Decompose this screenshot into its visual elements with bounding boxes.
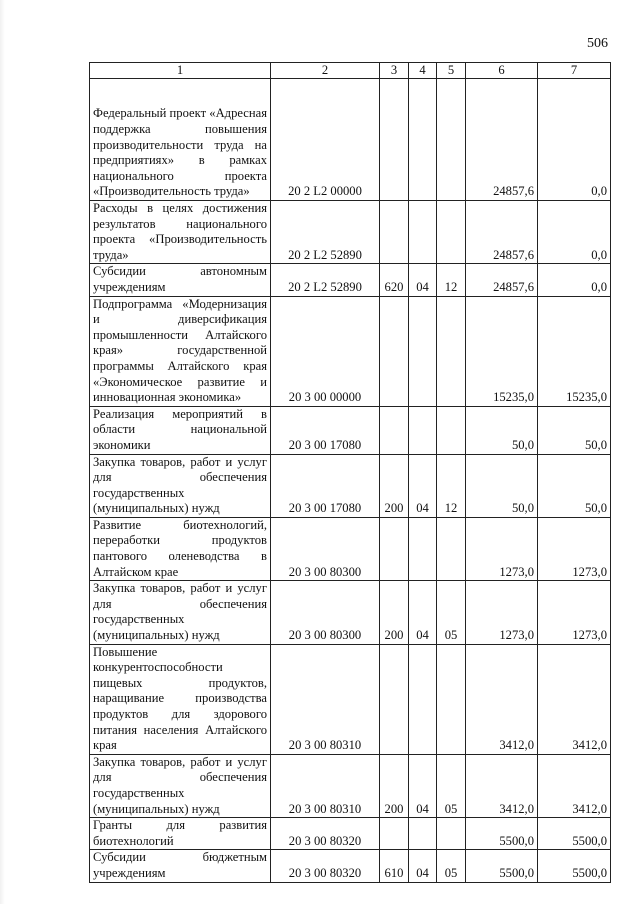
row-name: Субсидии бюджетным учреждениям [90, 850, 271, 882]
row-vr [380, 517, 409, 580]
row-rz: 04 [409, 754, 437, 817]
header-col-5: 5 [437, 63, 466, 79]
header-col-2: 2 [271, 63, 380, 79]
scan-edge [0, 0, 5, 904]
row-rz: 04 [409, 454, 437, 517]
row-rz [409, 296, 437, 406]
table-row [90, 201, 611, 264]
row-vr: 620 [380, 264, 409, 296]
row-rz: 04 [409, 264, 437, 296]
row-pr [437, 517, 466, 580]
row-pr [437, 818, 466, 850]
row-sum-1: 24857,6 [466, 201, 538, 264]
row-pr: 12 [437, 264, 466, 296]
table-row [90, 644, 611, 754]
row-vr [380, 296, 409, 406]
row-code: 20 3 00 80300 [271, 581, 380, 644]
row-code: 20 3 00 80320 [271, 850, 380, 882]
row-name: Гранты для развития биотехнологий [90, 818, 271, 850]
row-code: 20 3 00 80310 [271, 754, 380, 817]
row-code: 20 3 00 80300 [271, 517, 380, 580]
row-sum-2: 1273,0 [538, 517, 611, 580]
row-sum-1: 24857,6 [466, 79, 538, 201]
row-name: Закупка товаров, работ и услуг для обеспечения государственных (муниципальных) нужд [90, 754, 271, 817]
row-vr [380, 79, 409, 201]
row-sum-2: 5500,0 [538, 818, 611, 850]
row-sum-2: 0,0 [538, 79, 611, 201]
row-sum-2: 0,0 [538, 264, 611, 296]
row-sum-1: 50,0 [466, 406, 538, 454]
row-sum-1: 1273,0 [466, 581, 538, 644]
row-sum-1: 24857,6 [466, 264, 538, 296]
row-sum-1: 5500,0 [466, 818, 538, 850]
row-vr [380, 644, 409, 754]
row-vr: 200 [380, 454, 409, 517]
row-sum-2: 50,0 [538, 454, 611, 517]
table-row [90, 406, 611, 454]
table-row [90, 264, 611, 296]
row-sum-1: 3412,0 [466, 754, 538, 817]
row-rz [409, 517, 437, 580]
row-sum-1: 5500,0 [466, 850, 538, 882]
row-vr [380, 406, 409, 454]
row-name: Подпрограмма «Модернизация и диверсификация промышленности Алтайского края» государственной программы Алтайского края «Экономическое развитие и инновационная экономика» [90, 296, 271, 406]
table-row [90, 79, 611, 201]
row-code: 20 2 L2 52890 [271, 264, 380, 296]
row-rz [409, 79, 437, 201]
header-col-6: 6 [466, 63, 538, 79]
row-rz [409, 644, 437, 754]
row-code: 20 3 00 00000 [271, 296, 380, 406]
row-vr: 610 [380, 850, 409, 882]
row-rz [409, 201, 437, 264]
row-name: Закупка товаров, работ и услуг для обеспечения государственных (муниципальных) нужд [90, 454, 271, 517]
row-code: 20 2 L2 00000 [271, 79, 380, 201]
row-rz [409, 406, 437, 454]
budget-table [89, 62, 611, 883]
row-sum-2: 50,0 [538, 406, 611, 454]
header-col-3: 3 [380, 63, 409, 79]
row-name: Реализация мероприятий в области национальной экономики [90, 406, 271, 454]
row-name: Развитие биотехнологий, переработки продуктов пантового оленеводства в Алтайском крае [90, 517, 271, 580]
row-pr [437, 644, 466, 754]
row-rz: 04 [409, 850, 437, 882]
row-code: 20 3 00 17080 [271, 406, 380, 454]
table-row [90, 517, 611, 580]
row-pr: 05 [437, 581, 466, 644]
row-code: 20 3 00 80310 [271, 644, 380, 754]
row-pr: 05 [437, 850, 466, 882]
row-sum-2: 3412,0 [538, 754, 611, 817]
row-name: Закупка товаров, работ и услуг для обеспечения государственных (муниципальных) нужд [90, 581, 271, 644]
table-row [90, 581, 611, 644]
row-name: Повышение конкурентоспособности пищевых продуктов, наращивание производства продуктов для здорового питания населения Алтайского края [90, 644, 271, 754]
row-pr [437, 406, 466, 454]
row-pr: 12 [437, 454, 466, 517]
row-name: Субсидии автономным учреждениям [90, 264, 271, 296]
row-sum-2: 3412,0 [538, 644, 611, 754]
table-row [90, 296, 611, 406]
row-code: 20 3 00 17080 [271, 454, 380, 517]
row-vr: 200 [380, 581, 409, 644]
row-sum-1: 3412,0 [466, 644, 538, 754]
table-row [90, 754, 611, 817]
row-vr: 200 [380, 754, 409, 817]
row-vr [380, 818, 409, 850]
row-sum-2: 0,0 [538, 201, 611, 264]
row-sum-2: 5500,0 [538, 850, 611, 882]
header-row [90, 63, 611, 79]
row-pr [437, 296, 466, 406]
table-row [90, 850, 611, 882]
row-sum-1: 50,0 [466, 454, 538, 517]
row-sum-2: 15235,0 [538, 296, 611, 406]
header-col-1: 1 [90, 63, 271, 79]
row-sum-1: 1273,0 [466, 517, 538, 580]
row-pr: 05 [437, 754, 466, 817]
row-code: 20 2 L2 52890 [271, 201, 380, 264]
row-vr [380, 201, 409, 264]
row-rz [409, 818, 437, 850]
row-name: Расходы в целях достижения результатов национального проекта «Производительность труда» [90, 201, 271, 264]
header-col-7: 7 [538, 63, 611, 79]
table-row [90, 818, 611, 850]
row-pr [437, 201, 466, 264]
row-rz: 04 [409, 581, 437, 644]
row-sum-1: 15235,0 [466, 296, 538, 406]
page-number: 506 [587, 36, 608, 51]
row-sum-2: 1273,0 [538, 581, 611, 644]
header-col-4: 4 [409, 63, 437, 79]
table-row [90, 454, 611, 517]
row-name: Федеральный проект «Адресная поддержка повышения производительности труда на предприятиях» в рамках национального проекта «Производительность труда» [90, 79, 271, 201]
row-pr [437, 79, 466, 201]
row-code: 20 3 00 80320 [271, 818, 380, 850]
